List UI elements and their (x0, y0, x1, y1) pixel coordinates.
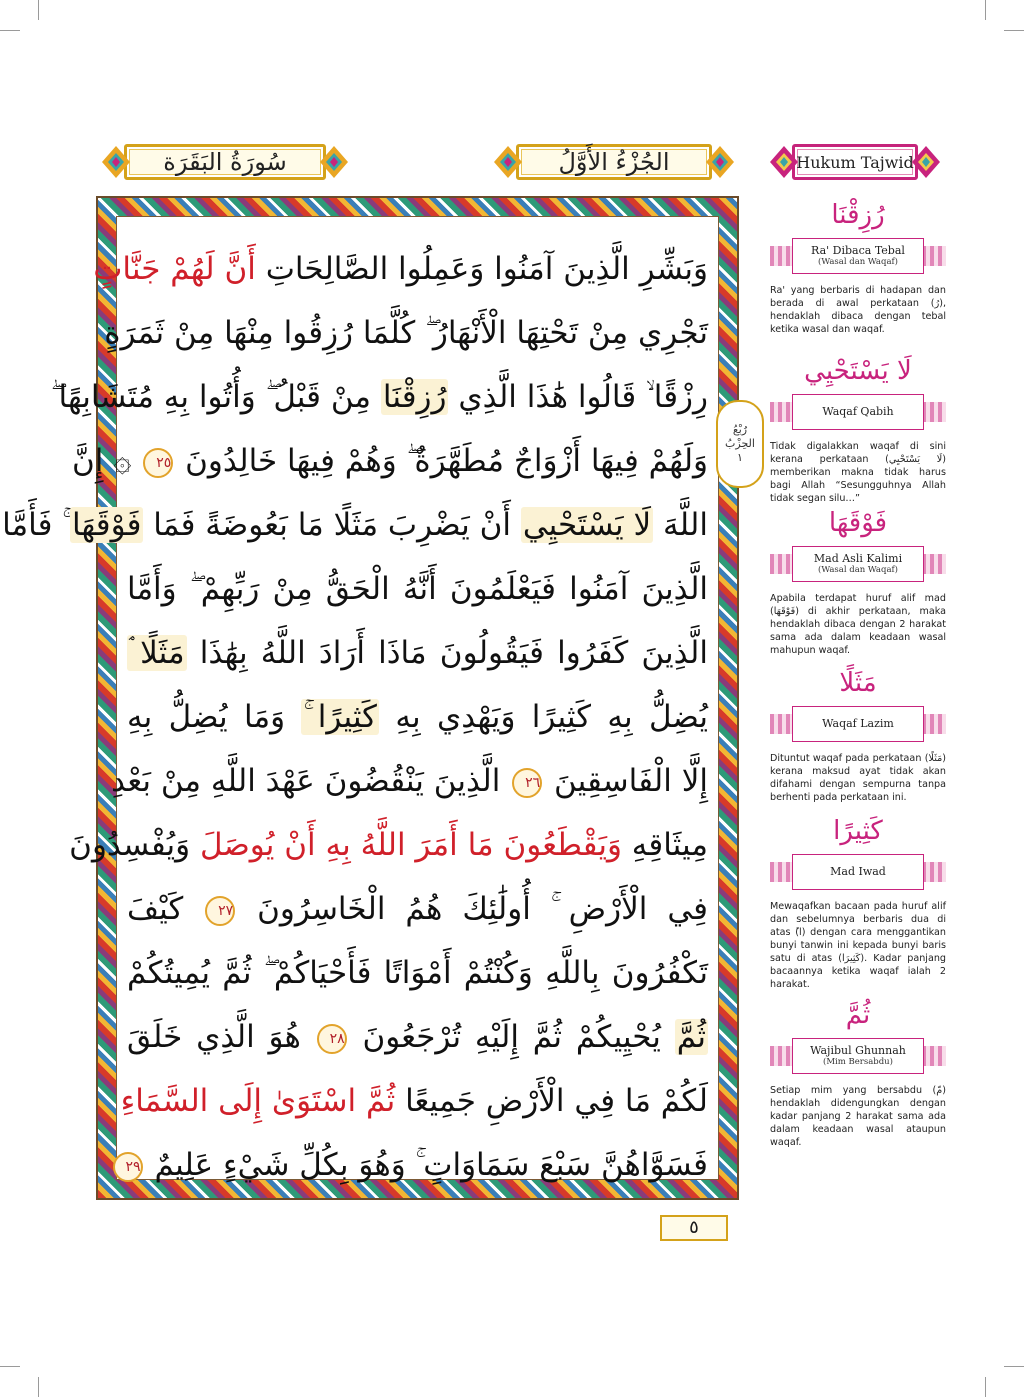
verse-text: يُضِلُّ بِهِ كَثِيرًا وَيَهْدِي بِهِ (395, 699, 709, 735)
tajwid-title: Ra' Dibaca Tebal (811, 244, 905, 257)
verse-line (2, 493, 708, 557)
surah-name: سُورَةُ البَقَرَة (163, 148, 287, 176)
verse-text: رِزْقًا ۙ قَالُوا هَٰذَا الَّذِي (458, 379, 708, 415)
verse-area (2, 237, 718, 1183)
tajwid-title: Mad Asli Kalimi (813, 552, 903, 565)
tajwid-title: Waqaf Qabih (822, 405, 894, 418)
juz-name-tab (488, 140, 740, 184)
crop-mark (985, 1377, 986, 1397)
ornament-icon (96, 140, 136, 184)
ayah-number-marker: ٢٧ (205, 896, 235, 926)
verse-line (104, 301, 708, 365)
crop-mark (1004, 1366, 1024, 1367)
surah-name-tab (96, 140, 354, 184)
verse-text: الَّذِينَ يَنْقُضُونَ عَهْدَ اللَّهِ مِنْ بَعْدِ (111, 763, 501, 799)
verse-text: الَّذِينَ كَفَرُوا فَيَقُولُونَ مَاذَا أَرَادَ اللَّهُ بِهَٰذَا (199, 635, 708, 671)
tajwid-arabic-word: ثُمَّ (845, 1000, 871, 1030)
verse-text: الَّذِينَ آمَنُوا فَيَعْلَمُونَ أَنَّهُ الْحَقُّ مِنْ رَبِّهِمْ ۖ وَأَمَّا (127, 571, 708, 607)
verse-text: إِلَّا الْفَاسِقِينَ (554, 763, 708, 799)
verse-line (120, 1069, 708, 1133)
juz-name: الجُزْءُ الأَوَّلُ (558, 148, 670, 176)
tajwid-item (770, 196, 946, 336)
hizb-label: الحِزْبُ (725, 437, 755, 450)
ayah-number-marker: ٢٥ (143, 448, 173, 478)
tajwid-arabic-word: لَا يَسْتَحْيِي (804, 356, 912, 386)
verse-line (127, 941, 708, 1005)
verse-line (127, 685, 708, 749)
verse-line (111, 749, 708, 813)
verse-line (127, 557, 708, 621)
verse-line (50, 365, 708, 429)
verse-text-highlight: مَثَلًا ۘ (129, 635, 185, 671)
tajwid-description: Tidak digalakkan waqaf di sini kerana perkataan (لَا يَسْتَحْيِي) memberikan makna tidak harus bagi Allah “Sesungguhnya Allah tidak segan silu…” (770, 441, 946, 504)
tajwid-description: Mewaqafkan bacaan pada huruf alif dan sebelumnya berbaris dua di atas (ًا) dengan cara menggantikan bunyi tanwin ini kepada bunyi baris satu di atas (كَثِيرَا). Kadar panjang bacaannya ketika waqaf ialah 2 harakat. (770, 901, 947, 990)
verse-text-highlight: فَوْقَهَا (72, 507, 142, 543)
hizb-marker (716, 400, 764, 488)
verse-line (127, 877, 708, 941)
verse-text: وَلَهُمْ فِيهَا أَزْوَاجٌ مُطَهَّرَةٌ ۖ وَهُمْ فِيهَا خَالِدُونَ (185, 443, 708, 479)
verse-text: فِي الْأَرْضِ ۚ أُولَٰئِكَ هُمُ الْخَاسِرُونَ (257, 891, 708, 927)
tajwid-description: Ra' yang berbaris di hadapan dan berada di awal perkataan (رُ), hendaklah dibaca dengan tebal ketika wasal dan waqaf. (770, 285, 946, 335)
verse-text: لَكُمْ مَا فِي الْأَرْضِ جَمِيعًا (405, 1083, 708, 1119)
verse-text: وَيُفْسِدُونَ (69, 827, 191, 863)
tajwid-title-badge (770, 1036, 946, 1076)
verse-text: كَيْفَ (127, 891, 184, 927)
verse-text: اللَّهَ (663, 507, 708, 543)
verse-text: هُوَ الَّذِي خَلَقَ (127, 1019, 301, 1055)
tajwid-title: Waqaf Lazim (822, 717, 894, 730)
tajwid-title: Wajibul Ghunnah (810, 1044, 906, 1057)
tajwid-tab (764, 140, 946, 184)
tajwid-heading: Hukum Tajwid (796, 152, 914, 172)
ornament-icon (314, 140, 354, 184)
verse-line (93, 237, 708, 301)
tajwid-title-badge (770, 544, 946, 584)
tajwid-arabic-word: فَوْقَهَا (828, 508, 888, 538)
tajwid-title-badge (770, 392, 946, 432)
tajwid-title-badge (770, 704, 946, 744)
tajwid-item (770, 504, 946, 657)
verse-line (71, 429, 708, 493)
text-panel (2, 216, 719, 1183)
verse-text: أَنْ يَضْرِبَ مَثَلًا مَا بَعُوضَةً فَمَا (153, 507, 511, 543)
verse-text-tajwid: ثُمَّ اسْتَوَىٰ إِلَى السَّمَاءِ (120, 1083, 396, 1119)
crop-mark (38, 0, 39, 20)
tajwid-subtitle: (Wasal dan Waqaf) (818, 565, 898, 575)
verse-text-tajwid: وَيَقْطَعُونَ مَا أَمَرَ اللَّهُ بِهِ أَنْ يُوصَلَ (199, 827, 622, 863)
verse-text: فَسَوَّاهُنَّ سَبْعَ سَمَاوَاتٍ ۚ وَهُوَ بِكُلِّ شَيْءٍ عَلِيمٌ (154, 1147, 708, 1183)
ornament-icon (488, 140, 528, 184)
crop-mark (38, 1377, 39, 1397)
page-number-badge (646, 1209, 742, 1247)
verse-text: مِيثَاقِهِ (631, 827, 708, 863)
verse-text: تَجْرِي مِنْ تَحْتِهَا الْأَنْهَارُ ۖ كُلَّمَا رُزِقُوا مِنْهَا مِنْ ثَمَرَةٍ (104, 315, 708, 351)
tajwid-item (770, 664, 946, 804)
hizb-quarter-label: رُبْعُ (732, 423, 748, 436)
verse-line (69, 813, 708, 877)
verse-line (127, 1133, 708, 1197)
page-number: ٥ (689, 1217, 699, 1238)
verse-text: تَكْفُرُونَ بِاللَّهِ وَكُنْتُمْ أَمْوَاتًا فَأَحْيَاكُمْ ۖ ثُمَّ يُمِيتُكُمْ (127, 955, 708, 991)
tajwid-arabic-word: كَثِيرًا (833, 816, 883, 846)
tajwid-item (770, 996, 946, 1149)
crop-mark (0, 1366, 20, 1367)
verse-text: ۚ فَأَمَّا (2, 507, 63, 543)
tajwid-arabic-word: رُزِقْنَا (831, 200, 885, 230)
verse-text: وَبَشِّرِ الَّذِينَ آمَنُوا وَعَمِلُوا الصَّالِحَاتِ (265, 251, 708, 287)
ayah-number-marker: ٢٩ (113, 1152, 143, 1182)
crop-mark (0, 30, 20, 31)
crop-mark (985, 0, 986, 20)
tajwid-description: Apabila terdapat huruf alif mad (فَوْقَهَا) di akhir perkataan, maka hendaklah dibaca dengan 2 harakat sama ada dalam keadaan wasal mahupun waqaf. (770, 593, 946, 656)
verse-text: مِنْ قَبْلُ ۖ وَأُتُوا بِهِ مُتَشَابِهًا ۖ (50, 379, 372, 415)
verse-text-tajwid: أَنَّ لَهُمْ جَنَّاتٍ (93, 251, 256, 287)
tajwid-arabic-word: مَثَلًا (839, 668, 877, 698)
verse-text: يُحْيِيكُمْ ثُمَّ إِلَيْهِ تُرْجَعُونَ (362, 1019, 661, 1055)
tajwid-description: Dituntut waqaf pada perkataan (مَثَلًا) kerana maksud ayat tidak akan difahami dengan sempurna tanpa berhenti pada perkataan ini. (770, 753, 946, 803)
verse-text: ۞ إِنَّ (71, 443, 132, 479)
verse-text-highlight: ثُمَّ (676, 1019, 706, 1055)
verse-text: وَمَا يُضِلُّ بِهِ (127, 699, 286, 735)
tajwid-subtitle: (Mim Bersabdu) (823, 1057, 893, 1067)
verse-line (127, 621, 708, 685)
hizb-number: ١ (737, 451, 743, 464)
ayah-number-marker: ٢٨ (317, 1024, 347, 1054)
crop-mark (1004, 30, 1024, 31)
tajwid-title-badge (770, 852, 946, 892)
verse-text-highlight: رُزِقْنَا (382, 379, 447, 415)
tajwid-item (770, 352, 946, 505)
ornament-icon (700, 140, 740, 184)
tajwid-item (770, 812, 946, 991)
verse-line (127, 1005, 708, 1069)
verse-text-highlight: لَا يَسْتَحْيِي (522, 507, 652, 543)
ornamental-frame (2, 196, 739, 1200)
tajwid-title: Mad Iwad (830, 865, 886, 878)
verse-text-highlight: كَثِيرًا ۚ (303, 699, 377, 735)
tajwid-subtitle: (Wasal dan Waqaf) (818, 257, 898, 267)
ayah-number-marker: ٢٦ (512, 768, 542, 798)
tajwid-title-badge (770, 236, 946, 276)
tajwid-description: Setiap mim yang bersabdu (مّ) hendaklah didengungkan dengan kadar panjang 2 harakat sama ada dalam keadaan wasal ataupun waqaf. (770, 1085, 946, 1148)
